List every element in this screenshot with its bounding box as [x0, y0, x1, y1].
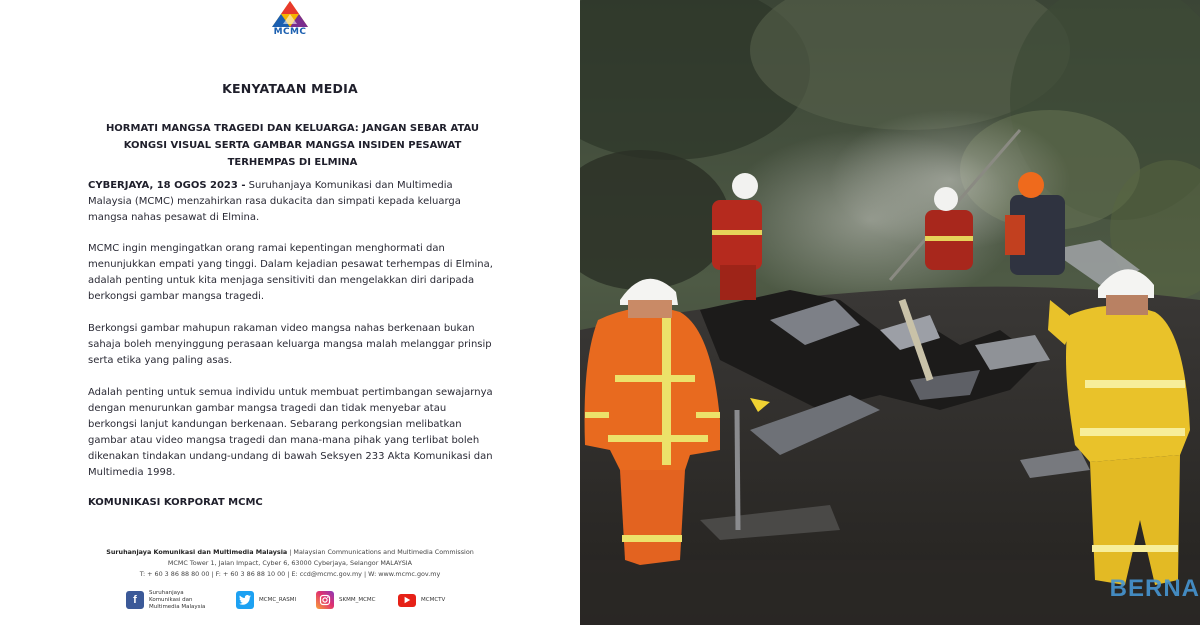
instagram-link[interactable]	[316, 590, 376, 610]
social-links	[126, 590, 466, 610]
footer-address: MCMC Tower 1, Jalan Impact, Cyber 6, 63000 Cyberjaya, Selangor MALAYSIA	[167, 559, 413, 567]
facebook-link[interactable]	[126, 590, 211, 610]
statement-headline: HORMATI MANGSA TRAGEDI DAN KELUARGA: JANGAN SEBAR ATAU KONGSI VISUAL SERTA GAMBAR MANGSA INSIDEN PESAWAT TERHEMPAS DI ELMINA	[105, 123, 480, 168]
footer-contact-line: T: + 60 3 86 88 80 00 | F: + 60 3 86 88 10 00 | E: ccd@mcmc.gov.my | W: www.mcmc.gov.my	[139, 570, 441, 578]
instagram-icon	[316, 591, 334, 609]
facebook-label: Suruhanjaya Komunikasi dan Multimedia Malaysia	[149, 589, 206, 610]
paragraph-4: Adalah penting untuk semua individu untuk membuat pertimbangan sewajarnya dengan menurunkan gambar mangsa tragedi dan tidak menyebar atau berkongsi lanjut kandungan berkenaan. Sebarang perkongsian melibatkan gambar atau video mangsa tragedi dan mana-mana pihak yang terlibat boleh dikenakan tindakan undang-undang di bawah Seksyen 233 Akta Komunikasi dan Multimedia 1998.	[88, 387, 493, 478]
mcmc-logo	[262, 0, 318, 38]
footer-org-line	[90, 547, 490, 558]
youtube-icon	[398, 594, 416, 607]
logo-text: MCMC	[273, 27, 307, 37]
facebook-icon: f	[126, 591, 144, 609]
paragraph-3: Berkongsi gambar mahupun rakaman video mangsa nahas berkenaan bukan sahaja boleh menyinggung perasaan keluarga mangsa malah melanggar prinsip serta etika yang paling asas.	[88, 323, 492, 366]
youtube-link[interactable]	[398, 590, 445, 610]
twitter-icon	[236, 591, 254, 609]
paragraph-1-body: Suruhanjaya Komunikasi dan Multimedia Malaysia (MCMC) menzahirkan rasa dukacita dan simpati kepada keluarga mangsa nahas pesawat di Elmina.	[88, 180, 461, 223]
signoff: KOMUNIKASI KORPORAT MCMC	[88, 497, 263, 508]
instagram-label: SKMM_MCMC	[339, 596, 376, 603]
paragraph-1	[88, 178, 498, 226]
twitter-label: MCMC_RASMI	[259, 596, 297, 603]
paragraph-2: MCMC ingin mengingatkan orang ramai kepentingan menghormati dan menunjukkan empati yang tinggi. Dalam kejadian pesawat terhempas di Elmina, adalah penting untuk kita menjaga sensitiviti dan mengelakkan diri daripada berkongsi gambar mangsa tragedi.	[88, 243, 493, 302]
crash-site-photo	[580, 0, 1200, 625]
mcmc-logo-icon	[270, 0, 310, 28]
twitter-link[interactable]	[236, 590, 296, 610]
document-title: KENYATAAN MEDIA	[222, 81, 358, 96]
footer-org-name: Suruhanjaya Komunikasi dan Multimedia Malaysia	[106, 548, 288, 556]
crash-site-illustration	[580, 0, 1200, 625]
media-statement	[0, 0, 580, 625]
news-agency-watermark: BERNA	[1109, 575, 1200, 602]
youtube-label: MCMCTV	[421, 596, 446, 603]
dateline: CYBERJAYA, 18 OGOS 2023 -	[88, 180, 246, 191]
footer-contacts	[90, 547, 490, 580]
footer-org-name-en: | Malaysian Communications and Multimedia Commission	[287, 548, 474, 556]
